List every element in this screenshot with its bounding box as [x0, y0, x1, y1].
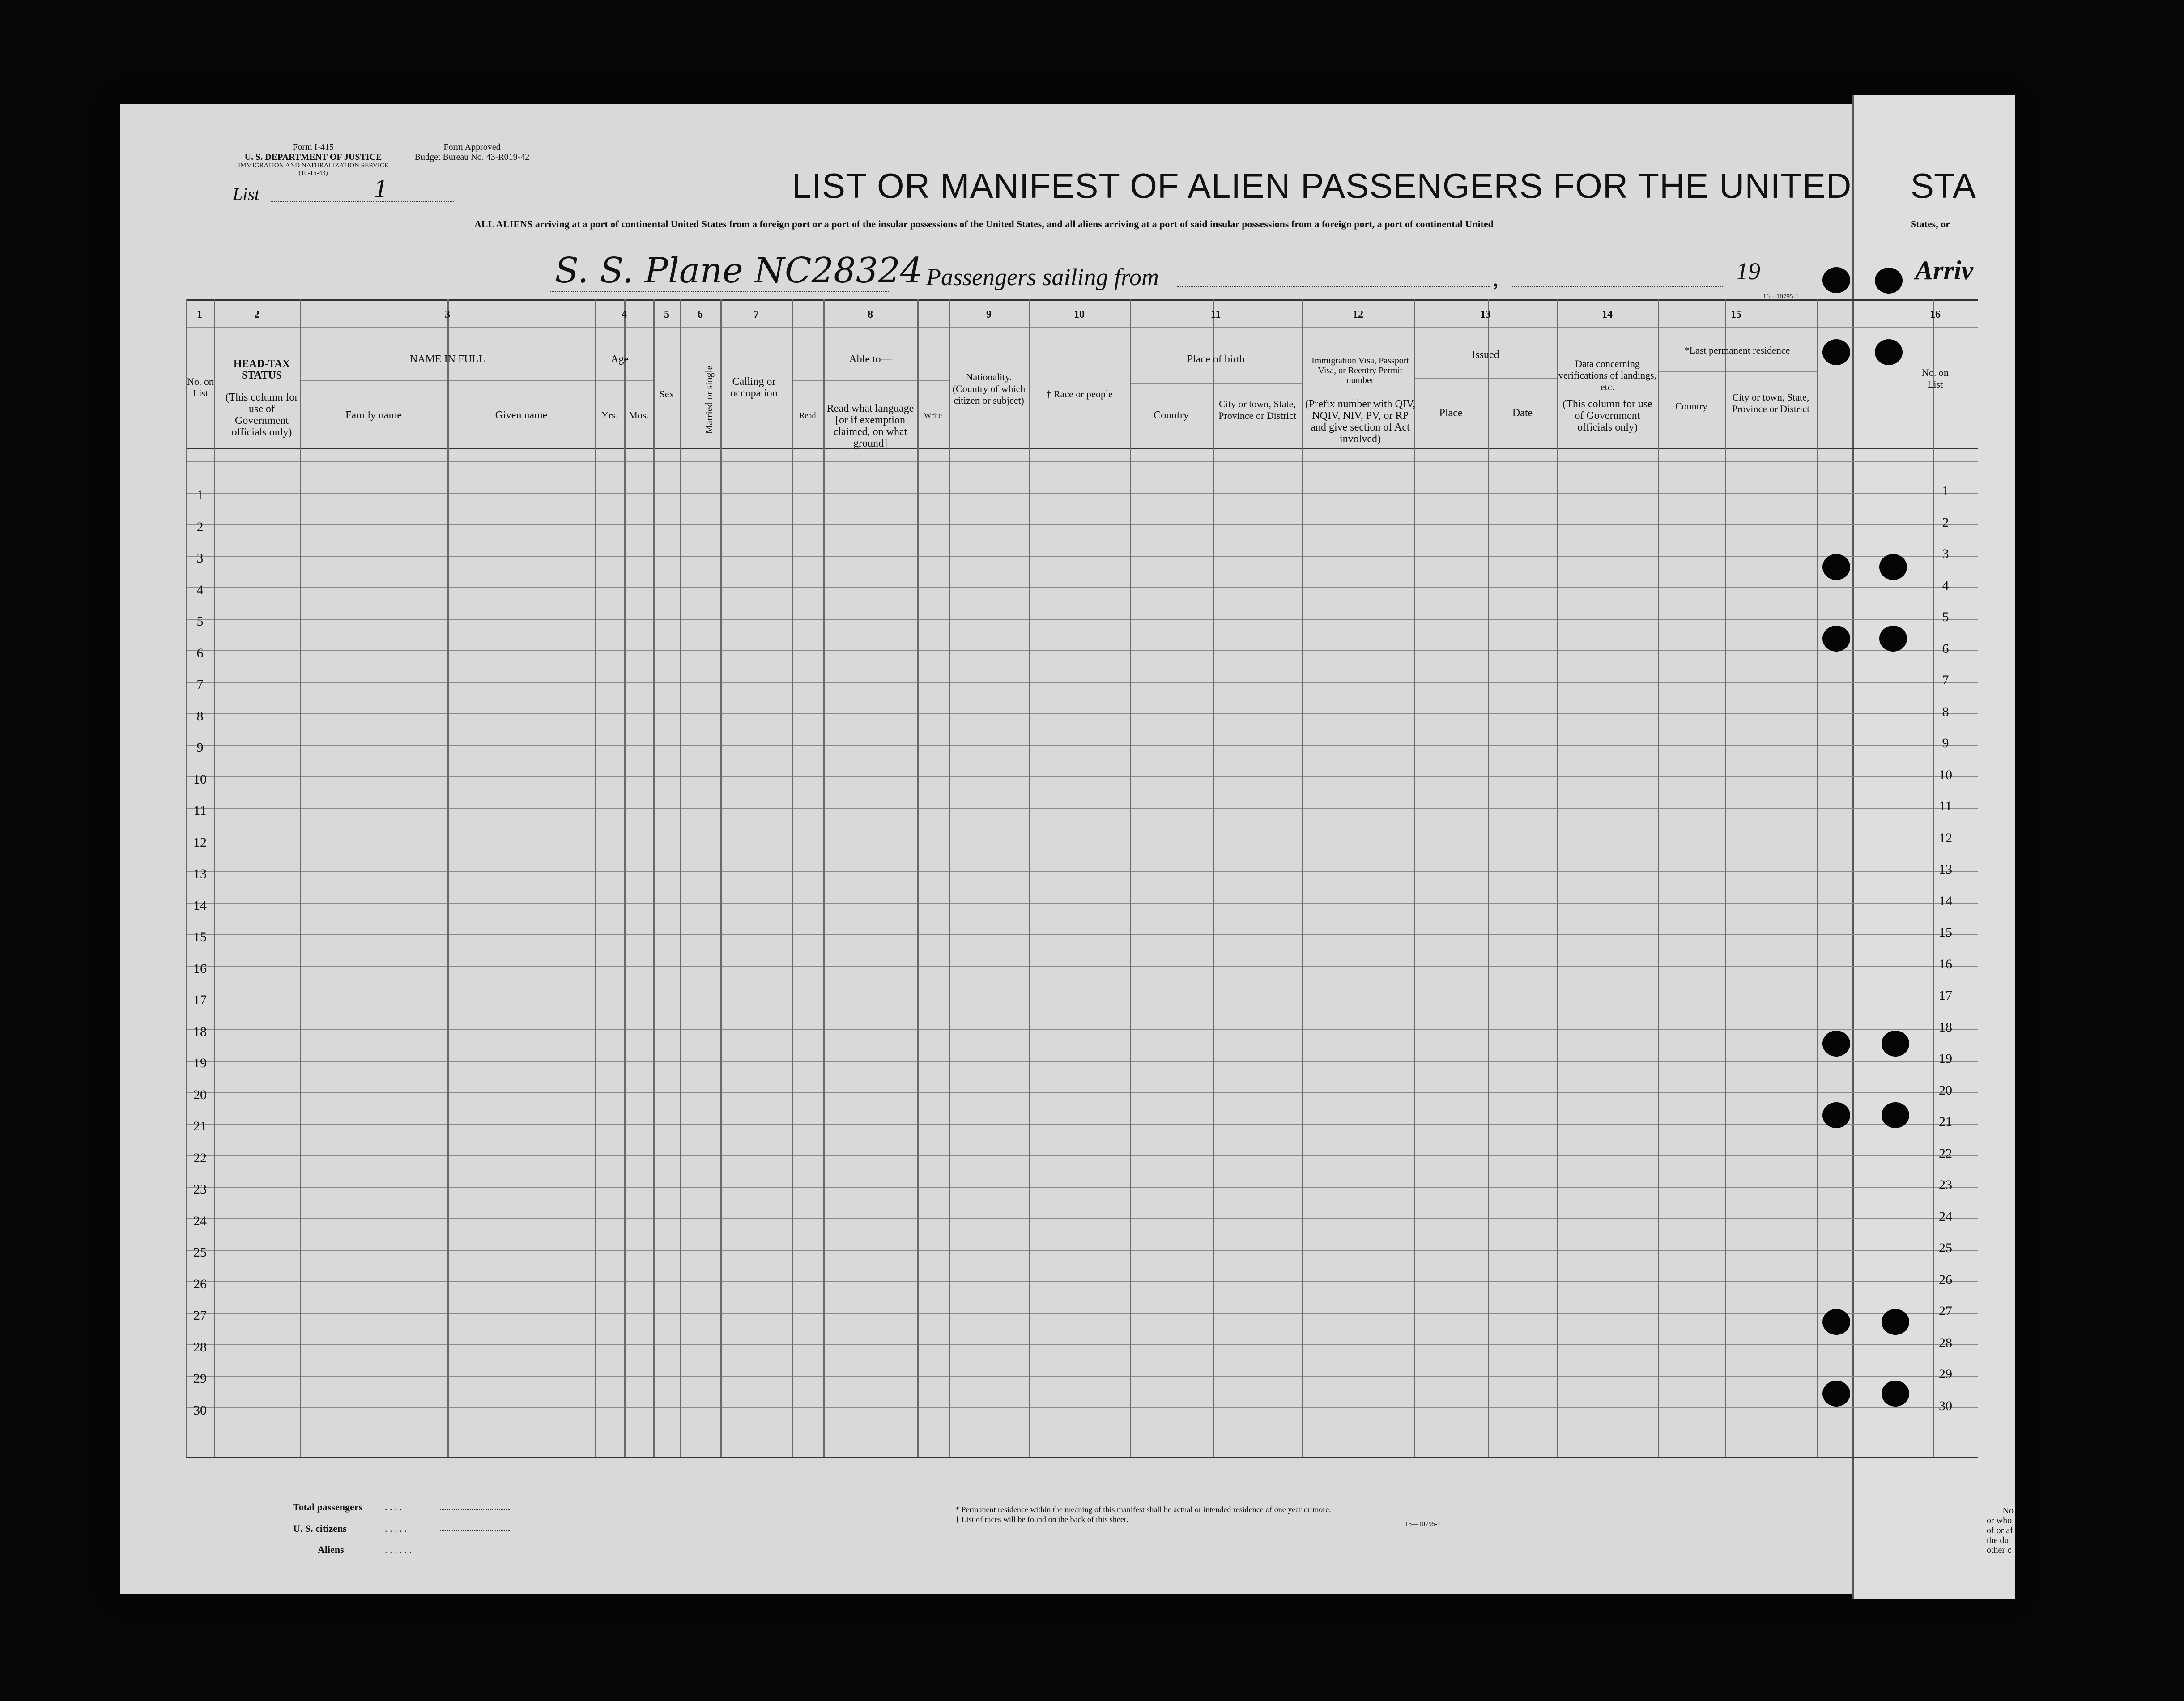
row-number-right: 1	[1942, 483, 1949, 498]
punch-hole	[1822, 1381, 1850, 1407]
row-rule	[186, 1092, 1978, 1093]
column-number: 8	[868, 309, 873, 320]
column-rule	[1725, 299, 1726, 1457]
column-number: 12	[1353, 309, 1363, 320]
column-rule	[680, 299, 681, 1457]
form-service: IMMIGRATION AND NATURALIZATION SERVICE	[238, 162, 388, 169]
punch-hole	[1875, 339, 1903, 365]
row-number-left: 21	[193, 1119, 207, 1134]
column-rule	[1414, 299, 1415, 1457]
header-data-concerning: Data concerning verifications of landings, etc.	[1558, 358, 1657, 392]
row-rule	[186, 524, 1978, 525]
column-rule	[653, 299, 655, 1457]
row-number-left: 22	[193, 1150, 207, 1165]
passengers-sailing-label: Passengers sailing from	[926, 264, 1159, 290]
footer-note-races: † List of races will be found on the back of this sheet.	[955, 1515, 1128, 1524]
header-no-on-list: No. on List	[187, 376, 214, 399]
row-number-left: 23	[193, 1182, 207, 1197]
footer-total-dots: . . . .	[385, 1501, 402, 1513]
punch-hole	[1879, 626, 1907, 652]
vessel-name-handwritten: S. S. Plane NC28324	[555, 251, 923, 291]
column-rule	[792, 299, 793, 1457]
row-number-left: 30	[193, 1403, 207, 1418]
punch-hole	[1882, 1031, 1909, 1057]
row-rule	[186, 493, 1978, 494]
punch-hole	[1822, 339, 1850, 365]
row-number-right: 4	[1942, 578, 1949, 593]
row-number-right: 29	[1939, 1367, 1952, 1381]
row-rule	[186, 1061, 1978, 1062]
header-birth-city: City or town, State, Province or District	[1218, 398, 1296, 421]
row-number-right: 24	[1939, 1209, 1952, 1224]
footer-total-field[interactable]	[439, 1509, 510, 1510]
footer-citizens-dots: . . . . .	[385, 1523, 407, 1534]
row-rule	[186, 650, 1978, 651]
row-number-right: 14	[1939, 893, 1952, 908]
row-rule	[186, 682, 1978, 683]
subheader-rule	[792, 380, 949, 381]
footer-note-residence: * Permanent residence within the meaning of this manifest shall be actual or intended residence of one year or more.	[955, 1505, 1331, 1514]
row-number-right: 21	[1939, 1114, 1952, 1129]
form-approved: Form Approved	[443, 142, 501, 152]
row-number-right: 2	[1942, 515, 1949, 530]
row-number-left: 25	[193, 1245, 207, 1260]
column-rule	[1817, 299, 1818, 1457]
row-number-right: 15	[1939, 925, 1952, 940]
row-number-right: 16	[1939, 956, 1952, 972]
punch-hole	[1822, 1031, 1850, 1057]
row-number-left: 13	[193, 866, 207, 881]
row-number-right: 20	[1939, 1083, 1952, 1098]
side-note-line: the du	[1987, 1535, 2009, 1545]
side-note-line: other c	[1987, 1545, 2011, 1555]
row-rule	[186, 556, 1978, 557]
row-number-right: 8	[1942, 704, 1949, 719]
header-read: Read	[799, 411, 816, 420]
footer-total-label: Total passengers	[293, 1501, 363, 1513]
row-number-left: 9	[196, 740, 204, 755]
column-number: 14	[1602, 309, 1613, 320]
footer-citizens-field[interactable]	[439, 1530, 510, 1531]
row-rule	[186, 745, 1978, 746]
header-head-tax: HEAD-TAX STATUS	[233, 358, 290, 381]
row-rule	[186, 903, 1978, 904]
column-number: 7	[754, 309, 759, 320]
column-number: 5	[664, 309, 669, 320]
footer-side-note	[1987, 1506, 2014, 1555]
header-data-note: (This column for use of Government officials only)	[1562, 398, 1652, 433]
punch-hole	[1882, 1309, 1909, 1335]
row-number-right: 7	[1942, 673, 1949, 687]
row-number-left: 19	[193, 1056, 207, 1070]
row-number-left: 26	[193, 1276, 207, 1292]
row-rule	[186, 871, 1978, 872]
row-number-left: 12	[193, 835, 207, 850]
subheader-rule	[1414, 378, 1557, 379]
column-number: 13	[1480, 309, 1491, 320]
row-number-left: 4	[196, 582, 204, 597]
manifest-subtitle-continued: States, or	[1911, 218, 1950, 230]
row-number-right: 22	[1939, 1146, 1952, 1161]
header-age-yrs: Yrs.	[601, 409, 618, 421]
row-rule	[186, 1124, 1978, 1125]
punch-hole	[1822, 1102, 1850, 1128]
form-budget: Budget Bureau No. 43-R019-42	[414, 152, 530, 162]
side-note-line: of or af	[1987, 1526, 2013, 1535]
column-number: 11	[1210, 309, 1221, 320]
column-rule	[949, 299, 950, 1457]
header-visa: Immigration Visa, Passport Visa, or Reentry Permit number	[1311, 356, 1409, 385]
row-rule	[186, 1344, 1978, 1345]
row-number-left: 27	[193, 1308, 207, 1323]
column-number-rule	[186, 327, 1978, 328]
row-number-right: 19	[1939, 1051, 1952, 1066]
row-number-left: 24	[193, 1213, 207, 1228]
row-rule	[186, 966, 1978, 967]
column-number: 10	[1074, 309, 1085, 320]
header-calling: Calling or occupation	[730, 376, 778, 399]
row-number-left: 11	[193, 803, 207, 818]
list-label: List	[233, 184, 260, 204]
column-rule	[1130, 299, 1131, 1457]
row-number-left: 5	[196, 614, 204, 629]
header-bottom-rule	[186, 448, 1978, 449]
sailing-year-prefix: 19	[1736, 258, 1760, 285]
header-residence-country: Country	[1675, 401, 1708, 412]
row-number-right: 12	[1939, 830, 1952, 845]
row-number-right: 26	[1939, 1272, 1952, 1287]
manifest-subtitle: ALL ALIENS arriving at a port of continental United States from a foreign port or a port of the insular possessions of the United States, and all aliens arriving at a port of said insular possessions from a foreign port, a port of continental United	[474, 218, 1494, 230]
sailing-comma: ,	[1493, 264, 1499, 291]
header-birth-country: Country	[1154, 409, 1189, 421]
table-bottom-rule	[186, 1457, 1978, 1458]
footer-citizens-label: U. S. citizens	[293, 1523, 347, 1534]
row-number-right: 25	[1939, 1241, 1952, 1255]
punch-hole	[1875, 268, 1903, 294]
subheader-rule	[1658, 371, 1817, 372]
row-rule	[186, 587, 1978, 588]
row-rule	[186, 1250, 1978, 1251]
punch-hole	[1822, 1309, 1850, 1335]
footer-aliens-dots: . . . . . .	[385, 1544, 412, 1555]
row-rule	[186, 1313, 1978, 1314]
header-sex: Sex	[659, 388, 674, 400]
column-number: 3	[445, 309, 450, 320]
column-rule	[214, 299, 215, 1457]
header-place-of-birth: Place of birth	[1187, 354, 1245, 365]
header-age-mos: Mos.	[629, 409, 649, 421]
row-number-right: 30	[1939, 1398, 1952, 1413]
subheader-rule	[1130, 383, 1302, 384]
row-rule	[186, 808, 1978, 809]
row-rule	[186, 1187, 1978, 1188]
row-rule	[186, 713, 1978, 714]
row-number-right: 9	[1942, 736, 1949, 750]
row-number-right: 6	[1942, 641, 1949, 656]
row-number-left: 17	[193, 993, 207, 1007]
row-rule	[186, 1376, 1978, 1377]
punch-hole	[1822, 554, 1850, 580]
column-number: 2	[254, 309, 260, 320]
row-rule	[186, 1029, 1978, 1030]
column-number: 15	[1731, 309, 1741, 320]
row-rule	[186, 619, 1978, 620]
punch-hole	[1879, 554, 1907, 580]
column-rule	[1557, 299, 1558, 1457]
footer-form-code: 16—10795-1	[1405, 1521, 1441, 1528]
header-age: Age	[611, 354, 629, 365]
manifest-title-continued: STA	[1911, 166, 1976, 205]
row-number-left: 2	[196, 519, 204, 534]
footer-aliens-label: Aliens	[318, 1544, 344, 1555]
row-number-right: 27	[1939, 1304, 1952, 1318]
column-rule	[1302, 299, 1303, 1457]
header-married-single: Married or single	[703, 365, 715, 434]
manifest-title: LIST OR MANIFEST OF ALIEN PASSENGERS FOR THE UNITED	[792, 166, 1852, 205]
row-number-left: 20	[193, 1087, 207, 1102]
column-number: 6	[698, 309, 703, 320]
column-number: 4	[622, 309, 627, 320]
row-number-right: 3	[1942, 546, 1949, 561]
table-top-rule	[186, 299, 1978, 301]
row-number-left: 6	[196, 645, 204, 661]
header-issued: Issued	[1472, 349, 1499, 361]
row-rule	[186, 934, 1978, 935]
punch-hole	[1882, 1102, 1909, 1128]
form-number: Form I-415	[293, 142, 334, 152]
column-number: 9	[986, 309, 992, 320]
row-number-left: 16	[193, 961, 207, 976]
column-rule	[917, 299, 919, 1457]
header-read-language: Read what language [or if exemption claimed, on what ground]	[826, 403, 914, 449]
side-note-line: or who	[1987, 1516, 2012, 1526]
punch-hole	[1822, 267, 1850, 293]
header-no-on-list-right: No. on List	[1922, 367, 1949, 390]
row-rule	[186, 461, 1978, 462]
header-family-name: Family name	[345, 409, 402, 421]
header-nationality: Nationality. (Country of which citizen or subject)	[952, 371, 1026, 406]
column-rule	[300, 299, 301, 1457]
header-residence-city: City or town, State, Province or District	[1732, 392, 1810, 414]
row-rule	[186, 1155, 1978, 1156]
header-issued-place: Place	[1439, 407, 1463, 419]
row-number-right: 13	[1939, 862, 1952, 877]
column-number: 16	[1930, 309, 1941, 320]
column-rule	[1488, 299, 1489, 1457]
row-number-right: 5	[1942, 610, 1949, 624]
row-number-right: 23	[1939, 1177, 1952, 1192]
header-issued-date: Date	[1512, 407, 1533, 419]
row-number-right: 17	[1939, 988, 1952, 1003]
list-number-value: 1	[374, 176, 389, 203]
column-rule	[823, 299, 825, 1457]
row-number-right: 18	[1939, 1019, 1952, 1035]
row-number-left: 8	[196, 708, 204, 724]
column-rule	[1213, 299, 1214, 1457]
row-number-left: 7	[196, 677, 204, 692]
row-number-left: 18	[193, 1024, 207, 1039]
column-rule	[720, 299, 722, 1457]
row-number-left: 15	[193, 929, 207, 944]
header-given-name: Given name	[495, 409, 548, 421]
header-name-in-full: NAME IN FULL	[410, 354, 485, 365]
row-number-left: 10	[193, 772, 207, 787]
column-rule	[1658, 299, 1659, 1457]
row-number-left: 14	[193, 898, 207, 913]
column-rule	[595, 299, 596, 1457]
column-rule	[624, 299, 626, 1457]
row-rule	[186, 1218, 1978, 1219]
header-head-tax-note: (This column for use of Government officials only)	[225, 392, 298, 438]
column-rule	[1029, 299, 1030, 1457]
arriving-label: Arriv	[1915, 256, 1974, 285]
punch-hole	[1882, 1381, 1909, 1407]
column-number: 1	[197, 309, 202, 320]
row-rule	[186, 1281, 1978, 1282]
row-number-right: 11	[1939, 799, 1952, 814]
header-last-residence: *Last permanent residence	[1684, 345, 1790, 356]
header-visa-note: (Prefix number with QIV, NQIV, NIV, PV, or RP and give section of Act involved)	[1305, 398, 1416, 445]
row-number-left: 29	[193, 1371, 207, 1386]
side-note-line: No	[2002, 1506, 2014, 1516]
row-number-right: 10	[1939, 767, 1952, 782]
header-write: Write	[924, 411, 942, 420]
row-number-left: 28	[193, 1339, 207, 1355]
row-number-left: 1	[196, 488, 204, 503]
form-code-top: 16—10795-1	[1763, 293, 1799, 300]
column-rule	[447, 299, 449, 1457]
row-rule	[186, 1407, 1978, 1408]
punch-hole	[1822, 626, 1850, 652]
form-date: (10-15-43)	[298, 170, 328, 177]
form-department: U. S. DEPARTMENT OF JUSTICE	[244, 152, 382, 162]
row-number-right: 28	[1939, 1335, 1952, 1350]
header-race: † Race or people	[1046, 388, 1113, 400]
row-rule	[186, 776, 1978, 777]
header-able-to: Able to—	[849, 354, 892, 365]
row-number-left: 3	[196, 551, 204, 566]
